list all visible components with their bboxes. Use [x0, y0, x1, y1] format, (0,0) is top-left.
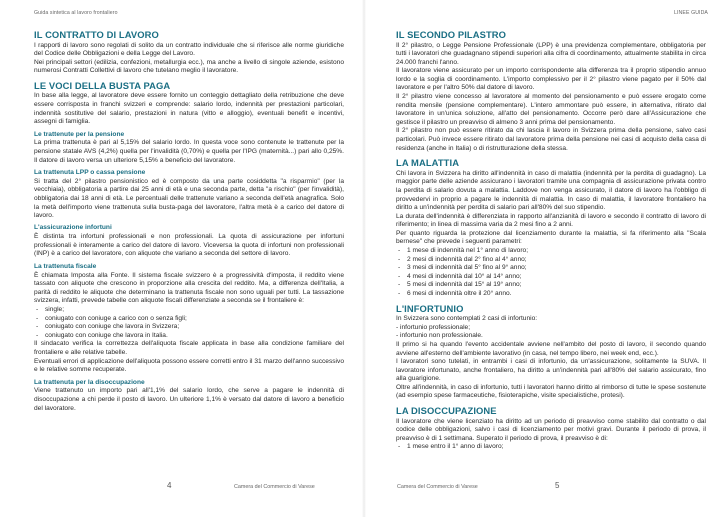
- paragraph: Il primo si ha quando l'evento accidentale avviene nell'ambito del posto di lavoro, il secondo quando avviene all'esterno dell'ambiente lavorativo (in casa, nel tempo libero, nei week end, ecc.).: [396, 340, 706, 357]
- paragraph: I lavoratori sono tutelati, in entrambi i casi di infortunio, da un'assicurazione, solitamente la SUVA. Il lavoratore infortunato, anche frontaliero, ha diritto a un'indennità pari all'80% del salario assicurato, fino alla guarigione.: [396, 358, 706, 383]
- paragraph: Oltre all'indennità, in caso di infortunio, tutti i lavoratori hanno diritto al rimborso di tutte le spese sostenute (ad esempio spese farmaceutiche, fisioterapiche, visite specialistiche, protesi).: [396, 383, 706, 400]
- footer-right: Camera del Commercio di Varese: [397, 484, 478, 490]
- paragraph: Viene trattenuto un importo pari all'1,1% del salario lordo, che serve a pagare le indennità di disoccupazione a chi perde il posto di lavoro. Un ulteriore 1,1% è versato dal datore di lavoro a beneficio del lavoratore.: [34, 387, 344, 412]
- subsection-title-lpp: La trattenuta LPP o cassa pensione: [34, 168, 146, 176]
- fiscal-status-list: [34, 306, 344, 340]
- list-item: - coniugato con coniuge che lavora in Svizzera;: [34, 323, 344, 332]
- list-item: - 1 mese di indennità nel 1° anno di lavoro;: [396, 247, 706, 256]
- paragraph: Il 2° pilastro viene concesso al lavoratore al momento del pensionamento e può essere erogato come rendita mensile (pensione complementare). L'intero ammontare può essere, in alternativa, ritirato dal lavoratore in un'unica soluzione, all'atto del pensionamento. Occorre però dare all'Assicurazione che gestisce il pilastro un preavviso di almeno 3 anni prima del pensionamento.: [396, 93, 706, 126]
- section-title-malattia: LA MALATTIA: [396, 157, 460, 169]
- paragraph: È distinta tra infortuni professionali e non professionali. La quota di assicurazione per infortuni professionali è interamente a carico del datore di lavoro. Viceversa la quota di infortuni non professionali (INP) è a carico del lavoratore, con aliquote che variano a seconda del settore di lavoro.: [34, 233, 344, 258]
- paragraph: Per quanto riguarda la protezione dal licenziamento durante la malattia, si fa riferimento alla "Scala bernese" che prevede i seguenti parametri:: [396, 229, 706, 246]
- page-number-right: 5: [555, 481, 560, 490]
- footer-left: Camera del Commercio di Varese: [234, 484, 315, 490]
- infortunio-types-list: [396, 324, 706, 341]
- paragraph: Il sindacato verifica la correttezza dell'aliquota fiscale applicata in base alla condizione familiare del frontaliere e alle relative tabelle.: [34, 340, 344, 356]
- paragraph: In Svizzera sono contemplati 2 casi di infortunio:: [396, 315, 538, 323]
- section-title-secondo-pilastro: IL SECONDO PILASTRO: [396, 29, 507, 40]
- paragraph: I rapporti di lavoro sono regolati di solito da un contratto individuale che si riferisce alle norme giuridiche del Codice delle Obbligazioni e della Legge del Lavoro.: [34, 41, 344, 58]
- page-number-left: 4: [167, 481, 172, 490]
- running-header-right: LINEE GUIDA: [674, 10, 708, 16]
- section-title-disoccupazione: LA DISOCCUPAZIONE: [396, 405, 497, 417]
- scala-bernese-list: [396, 247, 706, 299]
- paragraph: È chiamata Imposta alla Fonte. Il sistema fiscale svizzero è a progressività d'imposta, il reddito viene tassato con aliquote che crescono in proporzione alla crescita del reddito. Ma, a differenza dell'Italia, a parità di reddito le aliquote che determinano la trattenuta fiscale non sono uguali per tutti. La tassazione svizzera, infatti, prevede tabelle con aliquote fiscali differenziate a seconda se il frontaliere è:: [34, 271, 344, 305]
- subsection-title-pensione: Le trattenute per la pensione: [34, 130, 125, 138]
- paragraph: Chi lavora in Svizzera ha diritto all'indennità in caso di malattia (indennità per la perdita di guadagno). La maggior parte delle aziende assicurano i lavoratori tramite una compagnia di assicurazione privata contro la perdita di salario dovuta a malattia. Laddove non venga assicurato, il datore di lavoro ha l'obbligo di provvedervi in proprio a pagare le indennità di malattia. In caso di malattia, il lavoratore frontaliero ha diritto a un'indennità per perdita di salario pari all'80% del suo stipendio.: [396, 169, 706, 212]
- page-gutter: [362, 0, 366, 517]
- paragraph: Si tratta del 2° pilastro pensionistico ed è composto da una parte cosiddetta "a risparmio" (per la vecchiaia), obbligatoria a partire dai 25 anni di età e una seconda parte, detta "a rischio" (per l'invalidità), obbligatoria dai 18 anni di età. Le percentuali delle trattenute variano a seconda dell'età anagrafica. Solo la metà dell'importo viene trattenuta sulla busta-paga del lavoratore, l'altra metà è a carico del datore di lavoro.: [34, 177, 344, 220]
- paragraph: Eventuali errori di applicazione dell'aliquota possono essere corretti entro il 31 marzo dell'anno successivo e le relative somme recuperate.: [34, 357, 344, 374]
- paragraph: In base alla legge, al lavoratore deve essere fornito un conteggio dettagliato della retribuzione che deve essere corrisposta in franchi svizzeri e comprende: salario lordo, indennità per prestazioni particolari, indennità sostitutive del salario, prestazioni in natura (vitto e alloggio), eventuali benefit e incentivi, assegni di famiglia.: [34, 92, 344, 126]
- list-item: - infortunio non professionale.: [396, 332, 483, 340]
- paragraph: La durata dell'indennità è differenziata in rapporto all'anzianità di lavoro e secondo il contratto di lavoro di riferimento; in linea di massima varia da 2 mesi fino a 2 anni.: [396, 212, 706, 229]
- running-header-left: Guida sintetica al lavoro frontaliero: [34, 10, 118, 16]
- list-item: - 5 mesi di indennità dal 15° al 19° anno;: [396, 281, 706, 290]
- subsection-title-disoccupazione: La trattenuta per la disoccupazione: [34, 378, 145, 386]
- subsection-title-infortuni: L'assicurazione infortuni: [34, 224, 112, 232]
- left-page-column: [34, 29, 344, 479]
- paragraph: Il 2° pilastro, o Legge Pensione Professionale (LPP) è una previdenza complementare, obbligatoria per tutti i lavoratori che guadagnano stipendi superiori alla cifra di coordinamento, attualmente stabilita in circa 24.000 franchi l'anno.: [396, 41, 706, 66]
- list-item: - 4 mesi di indennità dal 10° al 14° anno;: [396, 273, 706, 282]
- list-item: - infortunio professionale;: [396, 323, 471, 331]
- section-title-infortunio: L'INFORTUNIO: [396, 302, 464, 314]
- section-title-contratto: IL CONTRATTO DI LAVORO: [34, 29, 159, 40]
- subsection-title-fiscale: La trattenuta fiscale: [34, 262, 97, 270]
- list-item: - 2 mesi di indennità dal 2° fino al 4° anno;: [396, 256, 706, 265]
- list-item: - coniugato con coniuge che lavora in Italia.: [34, 332, 344, 341]
- list-item: - 1 mese entro il 1° anno di lavoro;: [396, 443, 706, 452]
- right-page-column: [396, 29, 706, 503]
- paragraph: Il lavoratore che viene licenziato ha diritto ad un periodo di preavviso come stabilito dal contratto o dal codice delle obbligazioni, salvo i casi di licenziamento per motivi gravi. Durante il periodo di prova, il preavviso è di 1 settimana. Superato il periodo di prova, il preavviso è di:: [396, 417, 706, 442]
- paragraph: La prima trattenuta è pari al 5,15% del salario lordo. In questa voce sono contenute le trattenute per la pensione statale AVS (4,2%) quella per l'invalidità (0,70%) e quella per l'IPG (maternità...) pari allo 0,25%. Il datore di lavoro versa un ulteriore 5,15% a beneficio del lavoratore.: [34, 139, 344, 164]
- list-item: - 3 mesi di indennità dal 5° fino al 9° anno;: [396, 264, 706, 273]
- paragraph: Il lavoratore viene assicurato per un importo corrispondente alla differenza tra il proprio stipendio annuo lordo e la soglia di coordinamento. L'importo complessivo per il 2° pilastro viene pagato per il 50% dal lavoratore e per l'altro 50% dal datore di lavoro.: [396, 67, 706, 92]
- paragraph: Nei principali settori (edilizia, confezioni, metallurgia ecc.), ma anche a livello di singole aziende, esistono numerosi Contratti Collettivi di lavoro che tutelano meglio il lavoratore.: [34, 58, 344, 75]
- list-item: - coniugato con coniuge a carico con o senza figli;: [34, 315, 344, 324]
- list-item: - single;: [34, 306, 344, 315]
- paragraph: Il 2° pilastro non può essere ritirato da chi lascia il lavoro in Svizzera prima della pensione, salvo casi particolari. Può invece essere ritirato dal lavoratore prima della pensione nei casi di acquisto della casa di residenza (anche in Italia) o di ristrutturazione della stessa.: [396, 127, 706, 152]
- section-title-busta-paga: LE VOCI DELLA BUSTA PAGA: [34, 79, 171, 91]
- list-item: - 6 mesi di indennità oltre il 20° anno.: [396, 290, 706, 299]
- preavviso-list: [396, 443, 706, 452]
